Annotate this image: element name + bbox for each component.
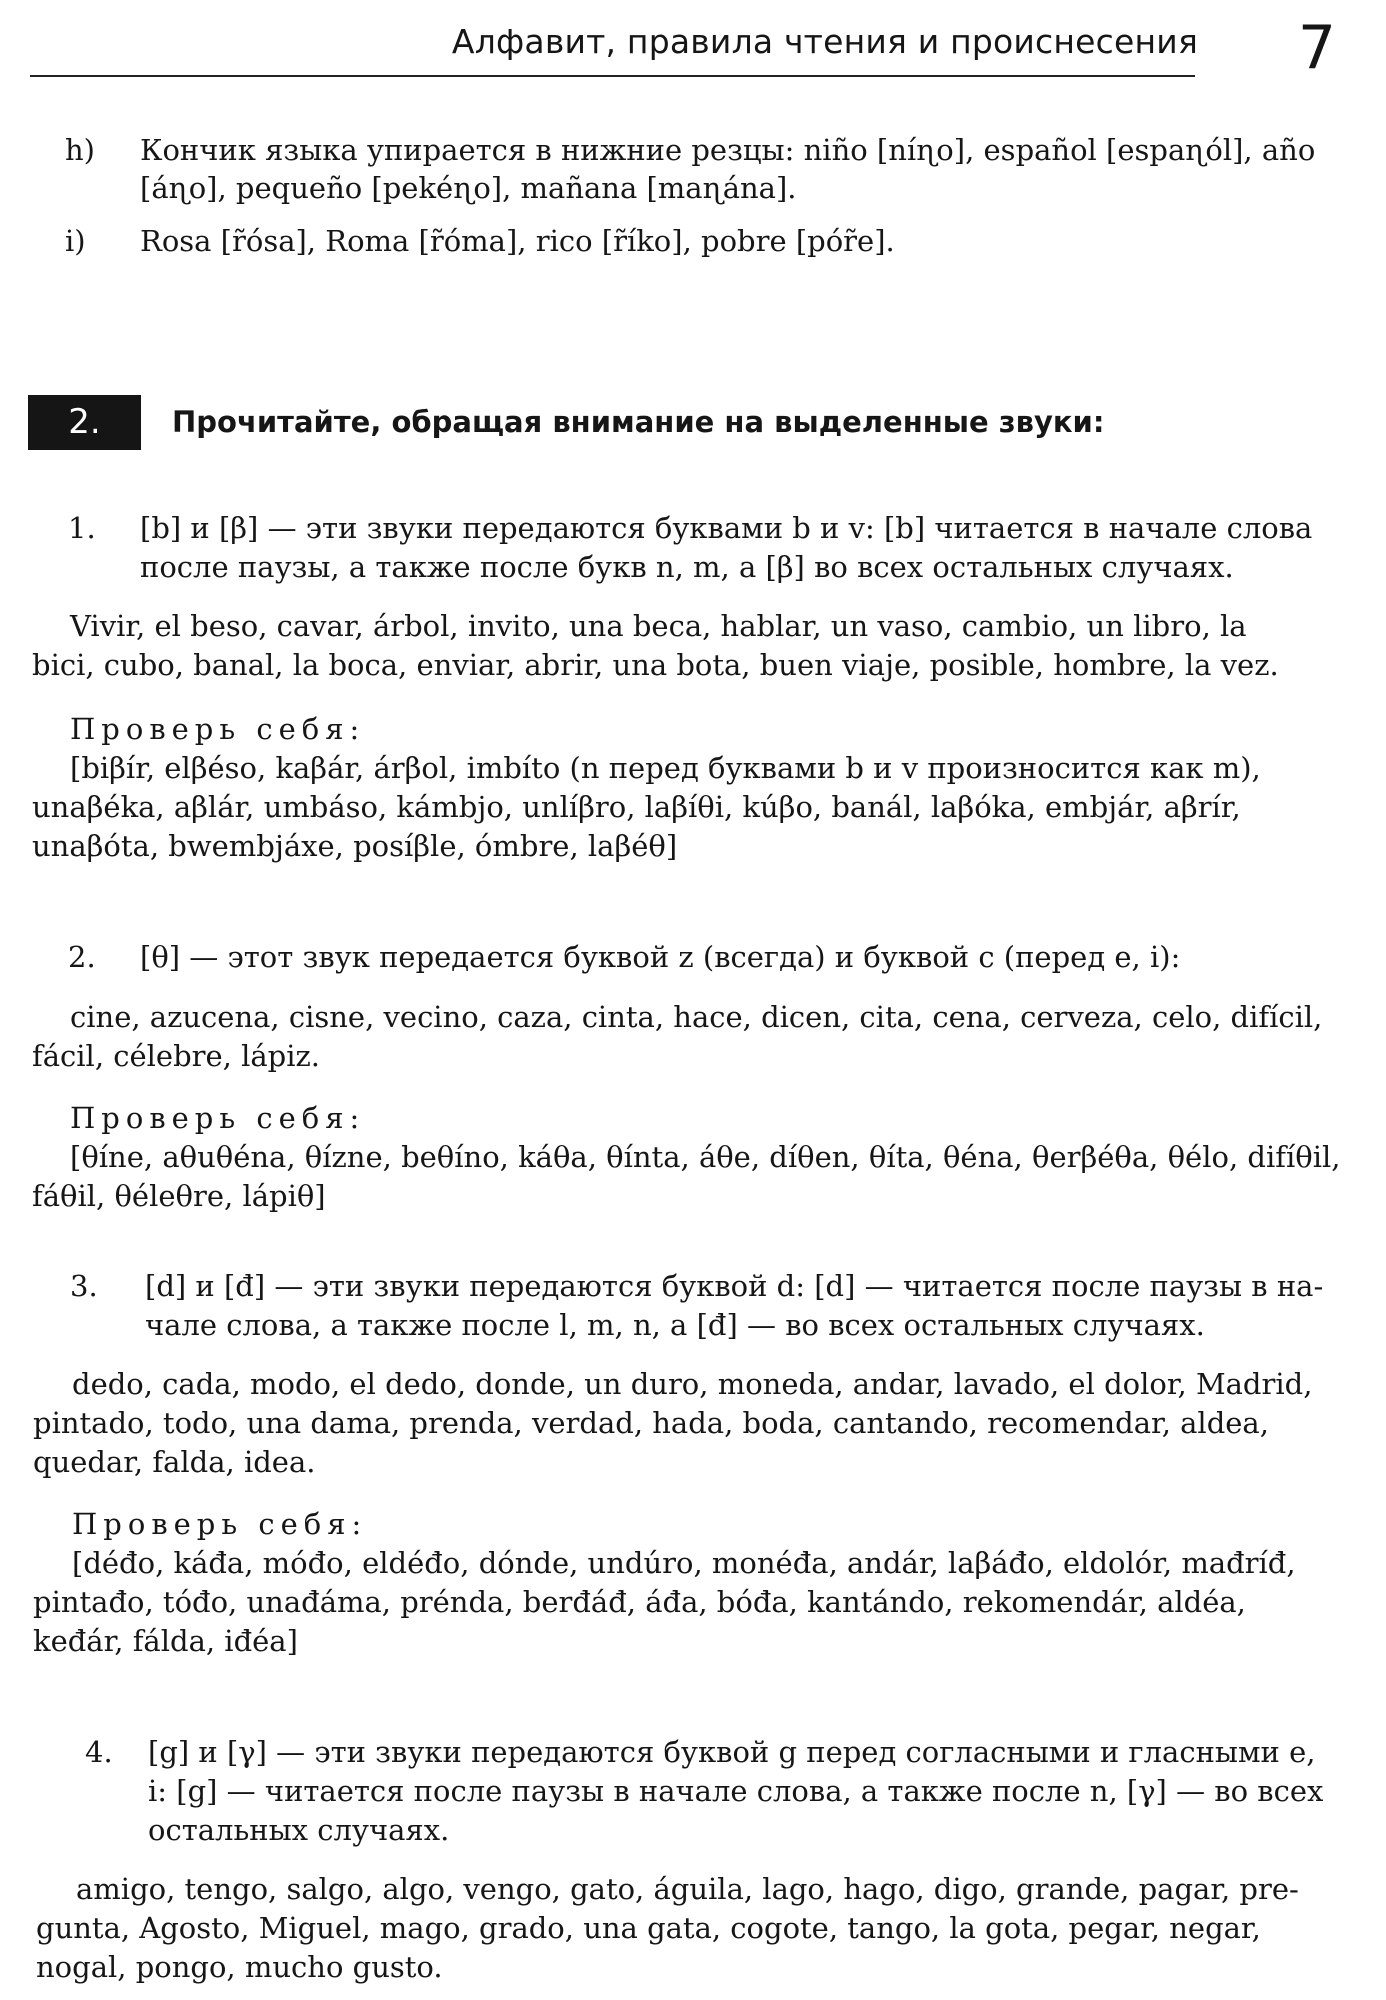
section-1-check-label: Проверь себя: <box>70 712 366 746</box>
section-3-rule-line-2: чале слова, а также после l, m, n, а [đ] — во всех остальных случаях. <box>145 1308 1205 1342</box>
section-4-words-line-2: gunta, Agosto, Miguel, mago, grado, una gata, cogote, tango, la gota, pegar, negar, <box>36 1911 1261 1945</box>
section-3-words-line-2: pintado, todo, una dama, prenda, verdad, hada, boda, cantando, recomendar, aldea, <box>33 1406 1269 1440</box>
item-i-line-1: Rosa [r̃ósa], Roma [r̃óma], rico [r̃íko], pobre [pór̃e]. <box>140 224 895 258</box>
page-header-title: Алфавит, правила чтения и происнесения <box>451 22 1198 61</box>
section-3-rule-line-1: [d] и [đ] — эти звуки передаются буквой d: [d] — читается после паузы в на- <box>145 1269 1324 1303</box>
section-3-check-line-3: keđár, fálda, iđéa] <box>33 1624 298 1658</box>
section-2-check-line-1: [θíne, aθuθéna, θízne, beθíno, káθa, θínta, áθe, díθen, θíta, θéna, θerβéθa, θélo, difíθil, <box>70 1140 1341 1174</box>
section-1-check-line-3: unaβóta, bwembjáxe, posíβle, ómbre, laβéθ] <box>32 829 678 863</box>
section-1-rule-line-2: после паузы, а также после букв n, m, а [β] во всех остальных случаях. <box>140 550 1234 584</box>
section-3-check-label: Проверь себя: <box>72 1507 368 1541</box>
section-3-words-line-3: quedar, falda, idea. <box>33 1445 316 1479</box>
section-1-words-line-1: Vivir, el beso, cavar, árbol, invito, una beca, hablar, un vaso, cambio, un libro, la <box>70 609 1247 643</box>
section-4-rule-line-1: [g] и [γ] — эти звуки передаются буквой g перед согласными и гласными e, <box>148 1735 1316 1769</box>
exercise-title: Прочитайте, обращая внимание на выделенные звуки: <box>172 405 1105 439</box>
section-1-check-line-2: unaβéka, aβlár, umbáso, kámbjo, unlíβro, laβíθi, kúβo, banál, laβóka, embjár, aβrír, <box>32 790 1241 824</box>
section-4-number: 4. <box>85 1735 113 1769</box>
section-1-words-line-2: bici, cubo, banal, la boca, enviar, abrir, una bota, buen viaje, posible, hombre, la vez. <box>32 648 1279 682</box>
section-4-words-line-1: amigo, tengo, salgo, algo, vengo, gato, águila, lago, hago, digo, grande, pagar, pre- <box>76 1872 1299 1906</box>
section-1-number: 1. <box>68 511 96 545</box>
section-2-number: 2. <box>68 940 96 974</box>
header-divider <box>30 75 1195 77</box>
page-number: 7 <box>1297 13 1336 83</box>
item-h-line-2: [áɳo], pequeño [pekéɳo], mañana [maɳána]. <box>140 171 797 205</box>
section-2-words-line-1: cine, azucena, cisne, vecino, caza, cinta, hace, dicen, cita, cena, cerveza, celo, difícil, <box>70 1000 1323 1034</box>
section-2-check-label: Проверь себя: <box>70 1101 366 1135</box>
section-2-words-line-2: fácil, célebre, lápiz. <box>32 1039 321 1073</box>
item-marker-h: h) <box>65 133 95 167</box>
section-3-words-line-1: dedo, cada, modo, el dedo, donde, un duro, moneda, andar, lavado, el dolor, Madrid, <box>72 1367 1313 1401</box>
section-2-rule-line-1: [θ] — этот звук передается буквой z (всегда) и буквой c (перед e, i): <box>140 940 1181 974</box>
section-4-rule-line-2: i: [g] — читается после паузы в начале слова, а также после n, [γ] — во всех <box>148 1774 1324 1808</box>
item-marker-i: i) <box>65 224 86 258</box>
section-3-check-line-1: [déđo, káđa, móđo, eldéđo, dónde, undúro, monéđa, andár, laβáđo, eldolór, mađríđ, <box>72 1546 1296 1580</box>
section-4-words-line-3: nogal, pongo, mucho gusto. <box>36 1950 443 1984</box>
section-1-check-line-1: [biβír, elβéso, kaβár, árβol, imbíto (n перед буквами b и v произносится как m), <box>70 751 1261 785</box>
section-1-rule-line-1: [b] и [β] — эти звуки передаются буквами b и v: [b] читается в начале слова <box>140 511 1313 545</box>
section-3-check-line-2: pintađo, tóđo, unađáma, prénda, berđáđ, áđa, bóđa, kantándo, rekomendár, aldéa, <box>33 1585 1246 1619</box>
section-3-number: 3. <box>70 1269 98 1303</box>
exercise-number-badge: 2. <box>28 395 141 450</box>
section-4-rule-line-3: остальных случаях. <box>148 1813 450 1847</box>
item-h-line-1: Кончик языка упирается в нижние резцы: niño [níɳo], español [espaɳól], año <box>140 133 1316 167</box>
section-2-check-line-2: fáθil, θéleθre, lápiθ] <box>32 1179 326 1213</box>
